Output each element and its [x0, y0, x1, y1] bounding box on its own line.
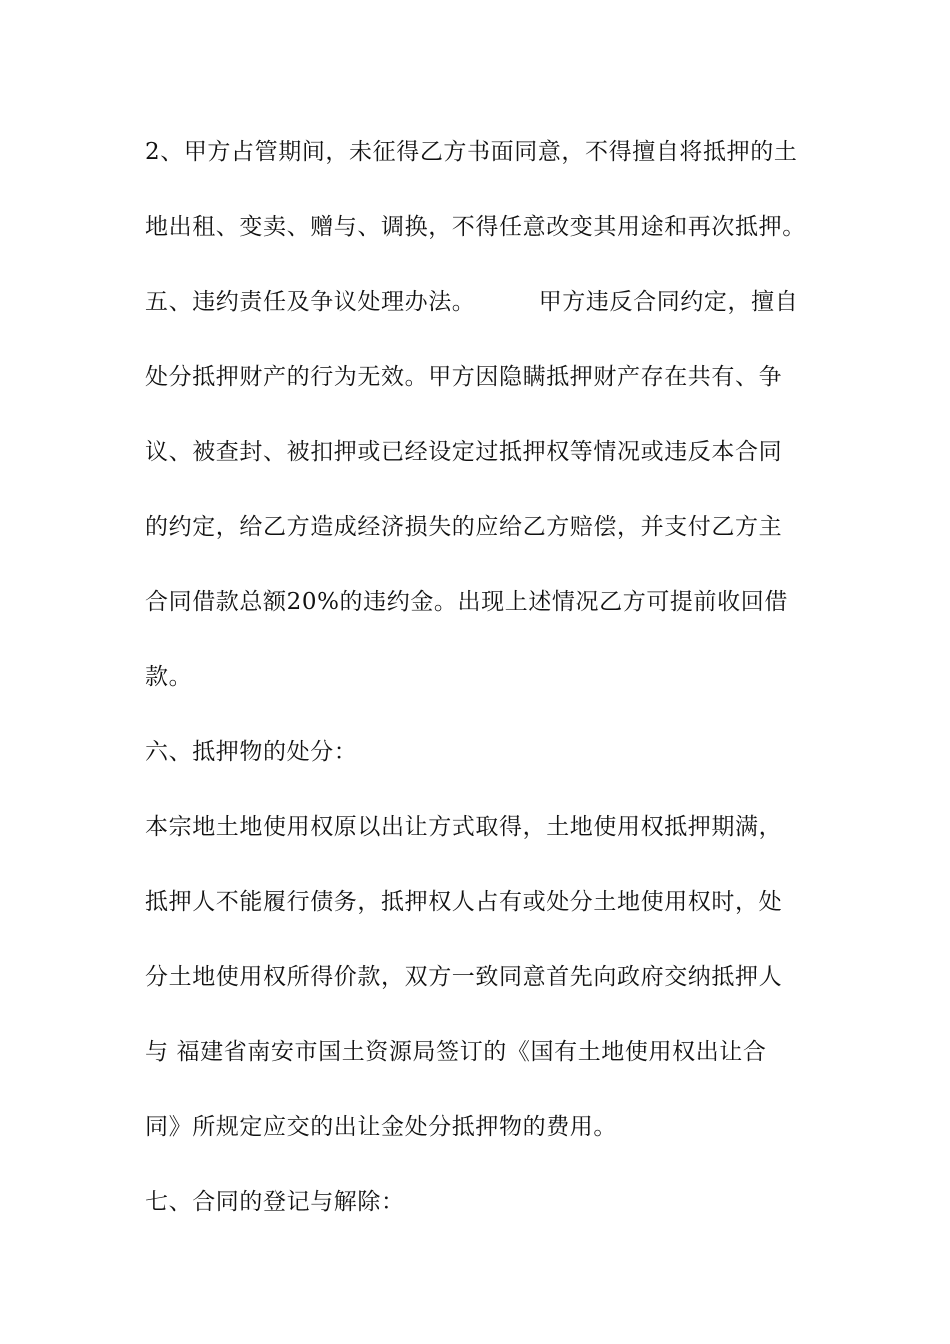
- text-line: 的约定，给乙方造成经济损失的应给乙方赔偿，并支付乙方主: [145, 514, 783, 540]
- text-line: 款。: [145, 664, 193, 690]
- text-line: 地出租、变卖、赠与、调换，不得任意改变其用途和再次抵押。: [145, 214, 806, 240]
- text-line: 2、甲方占管期间，未征得乙方书面同意，不得擅自将抵押的土: [145, 139, 798, 165]
- text-line: 处分抵押财产的行为无效。甲方因隐瞒抵押财产存在共有、争: [145, 364, 783, 390]
- text-line: 议、被查封、被扣押或已经设定过抵押权等情况或违反本合同: [145, 439, 783, 465]
- text-line: 抵押人不能履行债务，抵押权人占有或处分土地使用权时，处: [145, 889, 783, 915]
- text-line: 合同借款总额20%的违约金。出现上述情况乙方可提前收回借: [145, 589, 788, 615]
- text-line: 与 福建省南安市国土资源局签订的《国有土地使用权出让合: [145, 1039, 767, 1065]
- text-line: 本宗地土地使用权原以出让方式取得，土地使用权抵押期满，: [145, 814, 783, 840]
- section-heading: 七、合同的登记与解除：: [145, 1189, 405, 1215]
- section-heading: 六、抵押物的处分：: [145, 739, 358, 765]
- section-heading-line: 五、违约责任及争议处理办法。 甲方违反合同约定，擅自: [145, 289, 799, 315]
- text-line: 分土地使用权所得价款，双方一致同意首先向政府交纳抵押人: [145, 964, 783, 990]
- text-line: 同》所规定应交的出让金处分抵押物的费用。: [145, 1114, 617, 1140]
